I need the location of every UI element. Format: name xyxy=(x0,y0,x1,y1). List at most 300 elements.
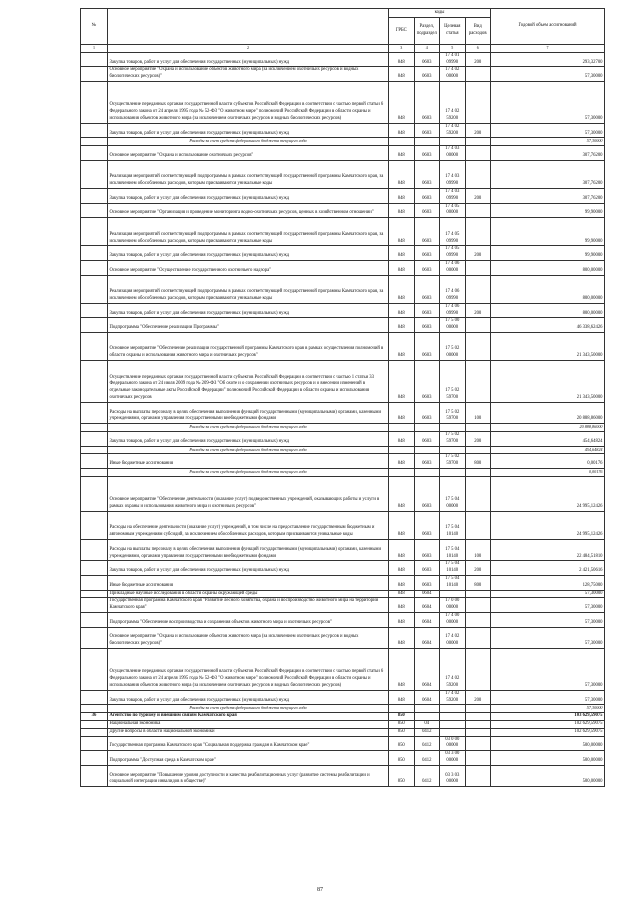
row-name: Расходы за счет средств федерального бюджета текущего года xyxy=(108,138,389,146)
row-amount: 57,30000 xyxy=(491,613,605,628)
row-number xyxy=(81,590,108,598)
row-number xyxy=(81,203,108,218)
row-amount: 99,90000 xyxy=(491,246,605,261)
row-amount: 20 888,86000 xyxy=(491,402,605,423)
row-section xyxy=(414,446,440,454)
row-number xyxy=(81,160,108,188)
row-expense-type xyxy=(465,260,491,275)
row-number xyxy=(81,146,108,161)
row-section: 0603 xyxy=(414,203,440,218)
row-expense-type xyxy=(465,67,491,82)
row-section: 0603 xyxy=(414,576,440,591)
row-target-article: 17 0 00 00000 xyxy=(440,598,466,613)
row-expense-type xyxy=(465,511,491,539)
row-name: Расходы за счет средств федерального бюджета текущего года xyxy=(108,469,389,477)
row-target-article: 17 4 05 09990 xyxy=(440,246,466,261)
table-row xyxy=(81,720,605,728)
header-annual-volume: Годовой объем ассигнований xyxy=(491,9,605,45)
row-amount: 2 421,50616 xyxy=(491,561,605,576)
row-section: 0603 xyxy=(414,318,440,333)
row-amount: 20 888,86000 xyxy=(491,424,605,432)
row-grbs: 848 xyxy=(389,690,415,705)
table-row xyxy=(81,613,605,628)
row-name: Расходы за счет средств федерального бюджета текущего года xyxy=(108,424,389,432)
row-target-article: 17 4 03 09990 xyxy=(440,160,466,188)
row-section: 0603 xyxy=(414,432,440,447)
row-grbs: 848 xyxy=(389,246,415,261)
row-name: Основное мероприятие "Охрана и использование объектов животного мира (за исключением охотничьих ресурсов и водных биологических ресурсов)" xyxy=(108,627,389,648)
table-row xyxy=(81,511,605,539)
row-expense-type xyxy=(465,446,491,454)
row-name: Основное мероприятие "Осуществление государственного охотничьего надзора" xyxy=(108,260,389,275)
row-expense-type xyxy=(465,138,491,146)
table-row xyxy=(81,736,605,751)
row-section xyxy=(414,469,440,477)
row-expense-type: 200 xyxy=(465,52,491,67)
row-amount: 57,30000 xyxy=(491,123,605,138)
row-amount: 57,30000 xyxy=(491,598,605,613)
row-amount: 800,00000 xyxy=(491,303,605,318)
row-number xyxy=(81,318,108,333)
row-target-article: 17 4 06 09990 xyxy=(440,303,466,318)
row-section: 0603 xyxy=(414,402,440,423)
row-section: 0603 xyxy=(414,476,440,511)
row-section: 0412 xyxy=(414,736,440,751)
row-section: 0603 xyxy=(414,160,440,188)
row-name: Подпрограмма "Обеспечение реализации Программы" xyxy=(108,318,389,333)
row-target-article: 17 5 04 10140 xyxy=(440,540,466,561)
row-expense-type xyxy=(465,218,491,246)
row-amount: 307,76200 xyxy=(491,160,605,188)
row-expense-type: 200 xyxy=(465,188,491,203)
row-name: Осуществление переданных органам государственной власти субъектов Российской Федерации в соответствии с частью 1 статьи 33 Федерального закона от 24 июля 2009 года № 209-ФЗ "Об охоте и о сохранении охотничьих ресурсов и о внесении изменений в отдельные законодательные акты Российской Федерации" полномочий Российской Федерации в области охраны и использования охотничьих ресурсов xyxy=(108,361,389,403)
column-number-row xyxy=(81,45,605,53)
row-expense-type: 100 xyxy=(465,402,491,423)
row-expense-type xyxy=(465,736,491,751)
row-target-article: 03 0 00 00000 xyxy=(440,736,466,751)
table-row xyxy=(81,765,605,786)
row-grbs: 848 xyxy=(389,598,415,613)
row-amount: 57,30000 xyxy=(491,648,605,690)
row-target-article: 17 5 04 10140 xyxy=(440,561,466,576)
row-number xyxy=(81,469,108,477)
row-name: Реализация мероприятий соответствующей подпрограммы в рамках соответствующей государственной программы Камчатского края, за исключением обособленных расходов, которым присваиваются уникальные коды xyxy=(108,275,389,303)
row-number xyxy=(81,576,108,591)
row-target-article: 17 5 02 59700 xyxy=(440,454,466,469)
table-note-row xyxy=(81,424,605,432)
table-row xyxy=(81,540,605,561)
row-name: Закупка товаров, работ и услуг для обеспечения государственных (муниципальных) нужд xyxy=(108,432,389,447)
row-target-article xyxy=(440,590,466,598)
row-grbs: 848 xyxy=(389,318,415,333)
table-row xyxy=(81,432,605,447)
row-amount: 0,00176 xyxy=(491,454,605,469)
row-amount: 24 995,12426 xyxy=(491,511,605,539)
row-grbs xyxy=(389,446,415,454)
table-row xyxy=(81,751,605,766)
row-expense-type: 200 xyxy=(465,690,491,705)
row-number xyxy=(81,67,108,82)
row-section: 04 xyxy=(414,720,440,728)
row-expense-type xyxy=(465,705,491,713)
row-section: 0603 xyxy=(414,260,440,275)
row-number xyxy=(81,246,108,261)
row-grbs: 850 xyxy=(389,736,415,751)
row-number xyxy=(81,432,108,447)
row-target-article: 17 4 02 59200 xyxy=(440,123,466,138)
table-row xyxy=(81,203,605,218)
row-expense-type xyxy=(465,203,491,218)
row-number xyxy=(81,332,108,360)
row-expense-type xyxy=(465,318,491,333)
budget-table xyxy=(80,8,605,787)
row-expense-type xyxy=(465,720,491,728)
row-name: Основное мероприятие "Охрана и использование объектов животного мира (за исключением охотничьих ресурсов и водных биологических ресурсов)" xyxy=(108,67,389,82)
row-target-article xyxy=(440,705,466,713)
row-expense-type xyxy=(465,160,491,188)
row-name: Основное мероприятие "Организация и проведение мониторинга водно-охотничьих ресурсов, ценных в хозяйственном отношении" xyxy=(108,203,389,218)
table-row xyxy=(81,713,605,721)
row-amount: 307,76200 xyxy=(491,146,605,161)
row-number xyxy=(81,424,108,432)
row-target-article: 17 4 02 59200 xyxy=(440,648,466,690)
table-note-row xyxy=(81,138,605,146)
row-name: Иные бюджетные ассигнования xyxy=(108,454,389,469)
row-expense-type: 200 xyxy=(465,123,491,138)
row-section: 0603 xyxy=(414,81,440,123)
row-number xyxy=(81,188,108,203)
row-section xyxy=(414,705,440,713)
row-section: 0603 xyxy=(414,123,440,138)
row-grbs: 848 xyxy=(389,540,415,561)
row-section: 0603 xyxy=(414,246,440,261)
row-amount: 99,90000 xyxy=(491,203,605,218)
row-number xyxy=(81,123,108,138)
row-target-article: 17 5 02 59700 xyxy=(440,402,466,423)
row-amount: 57,30000 xyxy=(491,138,605,146)
row-target-article: 17 4 02 00000 xyxy=(440,67,466,82)
row-section: 0603 xyxy=(414,540,440,561)
table-note-row xyxy=(81,705,605,713)
row-amount: 99,90000 xyxy=(491,218,605,246)
row-amount: 24 995,12426 xyxy=(491,476,605,511)
row-name: Основное мероприятие "Обеспечение реализации государственной программы Камчатского края в рамках осуществления полномочий в области охраны и использования животного мира и охотничьих ресурсов" xyxy=(108,332,389,360)
row-target-article: 17 4 01 09990 xyxy=(440,52,466,67)
row-number xyxy=(81,613,108,628)
table-row xyxy=(81,67,605,82)
row-target-article: 17 5 04 00000 xyxy=(440,476,466,511)
row-expense-type xyxy=(465,765,491,786)
row-name: Расходы на выплаты персоналу в целях обеспечения выполнения функций государственными (муниципальными) органами, казенными учреждениями, органами управления государственными внебюджетными фондами xyxy=(108,540,389,561)
row-amount: 293,32700 xyxy=(491,52,605,67)
row-section: 0604 xyxy=(414,627,440,648)
row-name: Осуществление переданных органам государственной власти субъектов Российской Федерации в соответствии с частью первой статьи 6 Федерального закона от 24 апреля 1995 года № 52-ФЗ "О животном мире" полномочий Российской Федерации в области охраны и использования объектов животного мира (за исключением охотничьих ресурсов и водных биологических ресурсов) xyxy=(108,648,389,690)
row-target-article: 17 5 02 59700 xyxy=(440,361,466,403)
row-amount: 307,76200 xyxy=(491,188,605,203)
row-expense-type xyxy=(465,627,491,648)
row-number xyxy=(81,476,108,511)
row-grbs xyxy=(389,424,415,432)
header-target-article: Целевая статья xyxy=(440,18,466,45)
row-grbs: 848 xyxy=(389,203,415,218)
row-section: 0603 xyxy=(414,303,440,318)
table-row xyxy=(81,188,605,203)
row-number xyxy=(81,720,108,728)
row-name: Закупка товаров, работ и услуг для обеспечения государственных (муниципальных) нужд xyxy=(108,561,389,576)
row-grbs: 848 xyxy=(389,576,415,591)
row-expense-type: 800 xyxy=(465,454,491,469)
row-number xyxy=(81,648,108,690)
column-number: 5 xyxy=(440,45,466,53)
row-amount: 57,30000 xyxy=(491,81,605,123)
row-section: 0603 xyxy=(414,332,440,360)
row-name: Иные бюджетные ассигнования xyxy=(108,576,389,591)
column-number: 3 xyxy=(389,45,415,53)
row-amount: 128,75000 xyxy=(491,576,605,591)
row-grbs: 848 xyxy=(389,361,415,403)
table-row xyxy=(81,260,605,275)
row-grbs: 848 xyxy=(389,627,415,648)
row-name: Закупка товаров, работ и услуг для обеспечения государственных (муниципальных) нужд xyxy=(108,303,389,318)
row-number xyxy=(81,540,108,561)
row-amount: 57,30000 xyxy=(491,590,605,598)
row-section: 0603 xyxy=(414,67,440,82)
row-target-article: 17 4 02 59200 xyxy=(440,690,466,705)
row-expense-type xyxy=(465,424,491,432)
row-amount: 500,00000 xyxy=(491,765,605,786)
row-name: Основное мероприятие "Охрана и использование охотничьих ресурсов" xyxy=(108,146,389,161)
row-grbs: 848 xyxy=(389,260,415,275)
row-amount: 57,30000 xyxy=(491,67,605,82)
row-section: 0603 xyxy=(414,188,440,203)
row-number xyxy=(81,511,108,539)
table-row xyxy=(81,52,605,67)
table-header-row xyxy=(81,9,605,18)
row-number xyxy=(81,138,108,146)
row-name: Основное мероприятие "Обеспечение деятельности (оказание услуг) подведомственных учреждений, оказывающих работы и услуги в рамках охраны и использования животного мира и охотничьих ресурсов" xyxy=(108,476,389,511)
header-number: № xyxy=(81,9,108,45)
row-section: 0604 xyxy=(414,690,440,705)
row-expense-type xyxy=(465,361,491,403)
row-grbs xyxy=(389,469,415,477)
column-number: 2 xyxy=(108,45,389,53)
row-name: Национальная экономика xyxy=(108,720,389,728)
row-grbs xyxy=(389,705,415,713)
row-grbs: 848 xyxy=(389,454,415,469)
row-target-article: 17 4 00 00000 xyxy=(440,613,466,628)
row-number xyxy=(81,627,108,648)
row-name: Расходы на обеспечение деятельности (оказание услуг) учреждений, в том числе на предоставление государственным бюджетным и автономным учреждениям субсидий, за исключением обособленных расходов, которым присваиваются уникальные коды xyxy=(108,511,389,539)
row-amount: 102 629,59075 xyxy=(491,720,605,728)
table-row xyxy=(81,598,605,613)
row-name: Расходы за счет средств федерального бюджета текущего года xyxy=(108,705,389,713)
table-note-row xyxy=(81,469,605,477)
row-target-article: 17 4 02 00000 xyxy=(440,627,466,648)
row-amount: 21 343,50000 xyxy=(491,361,605,403)
table-row xyxy=(81,361,605,403)
row-number xyxy=(81,361,108,403)
row-number: 36 xyxy=(81,713,108,721)
row-target-article: 17 4 05 00000 xyxy=(440,203,466,218)
row-amount: 800,00000 xyxy=(491,260,605,275)
table-row xyxy=(81,123,605,138)
row-number xyxy=(81,751,108,766)
row-amount: 500,00000 xyxy=(491,751,605,766)
table-note-row xyxy=(81,446,605,454)
row-section: 0603 xyxy=(414,511,440,539)
row-name: Закупка товаров, работ и услуг для обеспечения государственных (муниципальных) нужд xyxy=(108,52,389,67)
table-row xyxy=(81,218,605,246)
row-target-article: 17 5 04 10140 xyxy=(440,576,466,591)
row-target-article xyxy=(440,446,466,454)
header-section: Раздел, подраздел xyxy=(414,18,440,45)
row-amount: 500,00000 xyxy=(491,736,605,751)
table-row xyxy=(81,246,605,261)
row-expense-type xyxy=(465,590,491,598)
row-grbs: 848 xyxy=(389,160,415,188)
row-grbs: 848 xyxy=(389,332,415,360)
row-number xyxy=(81,446,108,454)
row-section: 0604 xyxy=(414,648,440,690)
table-row xyxy=(81,454,605,469)
table-row xyxy=(81,81,605,123)
row-name: Государственная программа Камчатского края "Развитие лесного хозяйства, охрана и воспроизводство животного мира на территории Камчатского края" xyxy=(108,598,389,613)
table-body xyxy=(81,52,605,786)
row-expense-type xyxy=(465,728,491,736)
row-name: Другие вопросы в области национальной экономики xyxy=(108,728,389,736)
row-section: 0603 xyxy=(414,275,440,303)
row-expense-type xyxy=(465,332,491,360)
page-number: 87 xyxy=(317,887,323,893)
row-expense-type xyxy=(465,648,491,690)
table-row xyxy=(81,402,605,423)
row-section: 0604 xyxy=(414,613,440,628)
row-section: 0603 xyxy=(414,361,440,403)
row-target-article: 17 4 03 00000 xyxy=(440,146,466,161)
row-target-article xyxy=(440,713,466,721)
row-expense-type: 100 xyxy=(465,540,491,561)
row-expense-type xyxy=(465,469,491,477)
table-row xyxy=(81,576,605,591)
row-section: 0603 xyxy=(414,146,440,161)
table-row xyxy=(81,561,605,576)
row-target-article: 17 4 06 09990 xyxy=(440,275,466,303)
row-number xyxy=(81,52,108,67)
row-expense-type xyxy=(465,81,491,123)
row-name: Расходы за счет средств федерального бюджета текущего года xyxy=(108,446,389,454)
row-grbs: 848 xyxy=(389,511,415,539)
row-expense-type xyxy=(465,613,491,628)
row-section xyxy=(414,713,440,721)
row-target-article xyxy=(440,728,466,736)
column-number: 1 xyxy=(81,45,108,53)
row-grbs: 848 xyxy=(389,561,415,576)
row-grbs: 848 xyxy=(389,476,415,511)
row-target-article: 17 4 03 09990 xyxy=(440,188,466,203)
row-section: 0412 xyxy=(414,728,440,736)
row-section: 0604 xyxy=(414,590,440,598)
row-expense-type xyxy=(465,598,491,613)
row-amount: 0,00176 xyxy=(491,469,605,477)
row-grbs: 848 xyxy=(389,218,415,246)
row-amount: 22 484,51810 xyxy=(491,540,605,561)
row-expense-type: 200 xyxy=(465,246,491,261)
row-expense-type: 200 xyxy=(465,303,491,318)
row-target-article xyxy=(440,720,466,728)
row-expense-type xyxy=(465,476,491,511)
table-row xyxy=(81,332,605,360)
row-number xyxy=(81,81,108,123)
row-grbs: 848 xyxy=(389,648,415,690)
table-row xyxy=(81,160,605,188)
row-target-article: 17 4 02 59200 xyxy=(440,81,466,123)
row-grbs: 848 xyxy=(389,81,415,123)
row-grbs: 850 xyxy=(389,713,415,721)
row-name: Подпрограмма "Обеспечение воспроизводства и сохранения объектов животного мира и охотничьих ресурсов" xyxy=(108,613,389,628)
row-grbs: 850 xyxy=(389,765,415,786)
row-name: Агентство по туризму и внешним связям Камчатского края xyxy=(108,713,389,721)
row-target-article xyxy=(440,424,466,432)
row-expense-type: 200 xyxy=(465,561,491,576)
table-row xyxy=(81,303,605,318)
row-name: Подпрограмма "Доступная среда в Камчатском крае" xyxy=(108,751,389,766)
row-grbs: 848 xyxy=(389,188,415,203)
row-name: Реализация мероприятий соответствующей подпрограммы в рамках соответствующей государственной программы Камчатского края, за исключением обособленных расходов, которым присваиваются уникальные коды xyxy=(108,160,389,188)
row-section xyxy=(414,138,440,146)
row-grbs: 850 xyxy=(389,720,415,728)
header-expense-type: Вид расходов xyxy=(465,18,491,45)
row-target-article: 03 3 03 00000 xyxy=(440,765,466,786)
row-section: 0603 xyxy=(414,561,440,576)
row-grbs: 848 xyxy=(389,146,415,161)
row-name: Осуществление переданных органам государственной власти субъектов Российской Федерации в соответствии с частью первой статьи 6 Федерального закона от 24 апреля 1995 года № 52-ФЗ "О животном мире" полномочий Российской Федерации в области охраны и использования объектов животного мира (за исключением охотничьих ресурсов и водных биологических ресурсов) xyxy=(108,81,389,123)
header-codes: коды xyxy=(389,9,491,18)
row-grbs: 850 xyxy=(389,728,415,736)
row-expense-type: 800 xyxy=(465,576,491,591)
row-target-article: 03 3 00 00000 xyxy=(440,751,466,766)
row-number xyxy=(81,275,108,303)
row-grbs: 848 xyxy=(389,123,415,138)
row-section: 0412 xyxy=(414,765,440,786)
row-grbs: 848 xyxy=(389,432,415,447)
row-name: Закупка товаров, работ и услуг для обеспечения государственных (муниципальных) нужд xyxy=(108,690,389,705)
row-grbs: 848 xyxy=(389,613,415,628)
row-name: Основное мероприятие "Повышение уровня доступности и качества реабилитационных услуг (развитие системы реабилитации и социальной интеграции инвалидов в обществе)" xyxy=(108,765,389,786)
row-name: Прикладные научные исследования в области охраны окружающей среды xyxy=(108,590,389,598)
row-section: 0603 xyxy=(414,52,440,67)
row-number xyxy=(81,705,108,713)
row-expense-type xyxy=(465,713,491,721)
table-row xyxy=(81,146,605,161)
header-grbs: ГРБС xyxy=(389,18,415,45)
table-row xyxy=(81,590,605,598)
table-row xyxy=(81,728,605,736)
row-expense-type xyxy=(465,751,491,766)
row-target-article: 17 4 06 00000 xyxy=(440,260,466,275)
row-section: 0603 xyxy=(414,454,440,469)
row-name: Расходы на выплаты персоналу в целях обеспечения выполнения функций государственными (муниципальными) органами, казенными учреждениями, органами управления государственными внебюджетными фондами xyxy=(108,402,389,423)
row-grbs: 848 xyxy=(389,52,415,67)
row-amount: 57,30000 xyxy=(491,627,605,648)
row-name: Реализация мероприятий соответствующей подпрограммы в рамках соответствующей государственной программы Камчатского края, за исключением обособленных расходов, которым присваиваются уникальные коды xyxy=(108,218,389,246)
row-grbs: 848 xyxy=(389,590,415,598)
table-row xyxy=(81,690,605,705)
row-amount: 46 338,62426 xyxy=(491,318,605,333)
row-target-article: 17 5 02 59700 xyxy=(440,432,466,447)
row-amount: 21 343,50000 xyxy=(491,332,605,360)
row-grbs: 848 xyxy=(389,402,415,423)
row-number xyxy=(81,303,108,318)
